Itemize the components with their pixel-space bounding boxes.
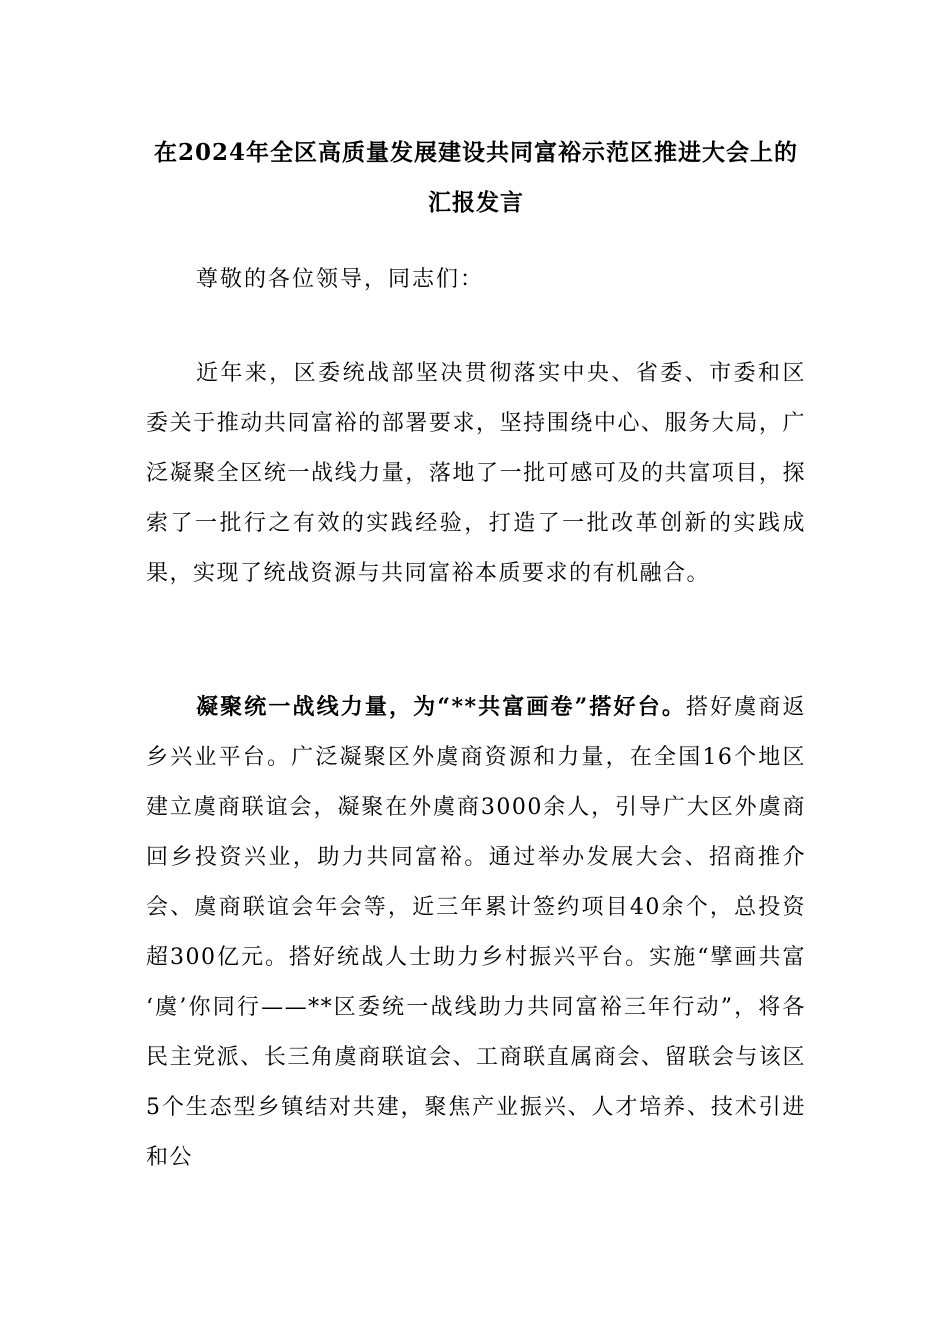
document-title: 在2024年全区高质量发展建设共同富裕示范区推进大会上的汇报发言 <box>153 139 798 216</box>
salutation: 尊敬的各位领导，同志们： <box>196 267 485 292</box>
paragraph-lead-heading: 凝聚统一战线力量，为“**共富画卷”搭好台。 <box>196 694 686 720</box>
paragraph-platform <box>146 682 806 1183</box>
paragraph-body: 搭好虞商返乡兴业平台。广泛凝聚区外虞商资源和力量，在全国16个地区建立虞商联谊会，凝聚在外虞商3000余人，引导广大区外虞商回乡投资兴业，助力共同富裕。通过举办发展大会、招商推介会、虞商联谊会年会等，近三年累计签约项目40余个，总投资超300亿元。搭好统战人士助力乡村振兴平台。实施“擘画共富 ‘虞’你同行——**区委统一战线助力共同富裕三年行动”，将各民主党派、长三角虞商联谊会、工商联直属商会、留联会与该区5个生态型乡镇结对共建，聚焦产业振兴、人才培养、技术引进和公 <box>146 695 806 1170</box>
paragraph-intro <box>146 349 806 599</box>
paragraph-body: 近年来，区委统战部坚决贯彻落实中央、省委、市委和区委关于推动共同富裕的部署要求，坚持围绕中心、服务大局，广泛凝聚全区统一战线力量，落地了一批可感可及的共富项目，探索了一批行之有效的实践经验，打造了一批改革创新的实践成果，实现了统战资源与共同富裕本质要求的有机融合。 <box>146 361 806 586</box>
